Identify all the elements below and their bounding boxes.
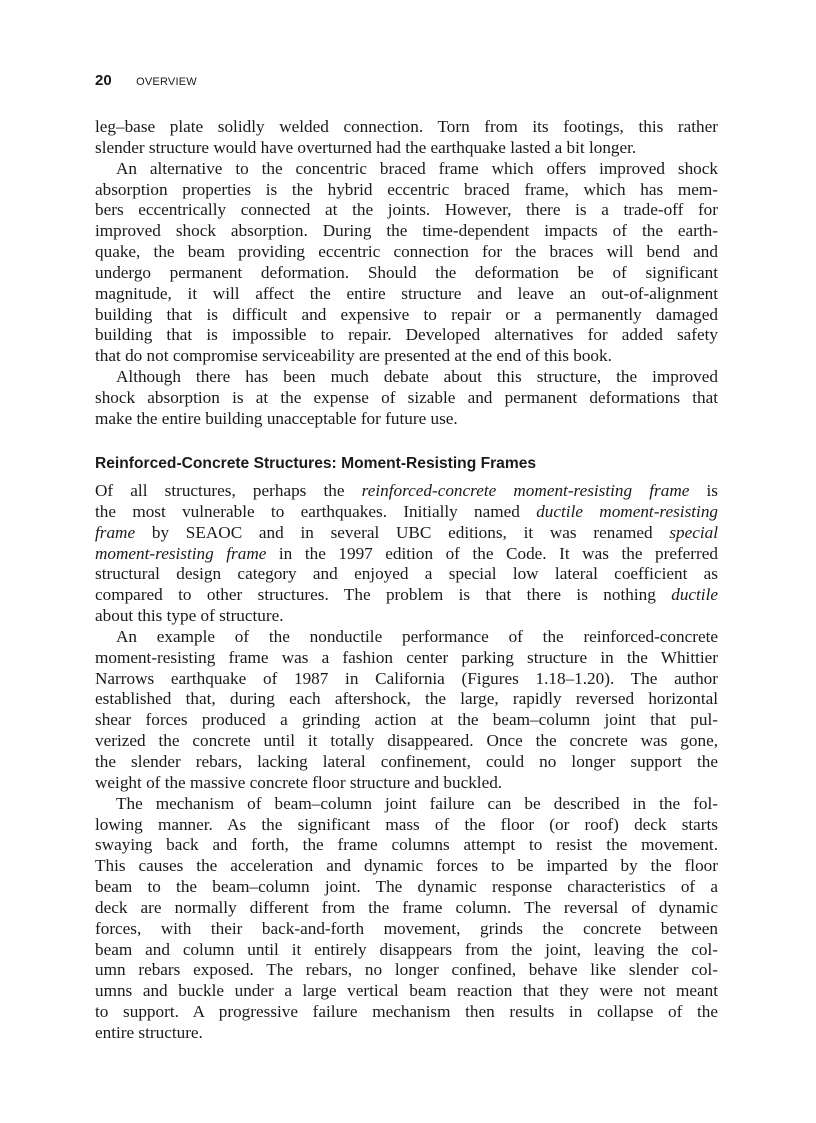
- text-line: [95, 367, 718, 388]
- text-span: magnitude, it will affect the entire structure and leave an out-of-alignment: [95, 283, 718, 303]
- text-span: the most vulnerable to earthquakes. Initially named: [95, 501, 537, 521]
- text-line: [95, 794, 718, 815]
- text-line: [95, 627, 718, 648]
- text-span: Although there has been much debate about this structure, the improved: [116, 367, 718, 387]
- text-line: [95, 1023, 718, 1044]
- text-span: shear forces produced a grinding action at the beam–column joint that pul-: [95, 710, 718, 730]
- text-span: in the 1997 edition of the Code. It was the preferred: [266, 543, 718, 563]
- text-line: [95, 221, 718, 242]
- text-span: undergo permanent deformation. Should the deformation be of significant: [95, 262, 718, 282]
- text-span: entire structure.: [95, 1022, 203, 1042]
- page-number: 20: [95, 72, 112, 89]
- text-span: beam and column until it entirely disappears from the joint, leaving the col-: [95, 939, 718, 959]
- text-span: forces, with their back-and-forth movement, grinds the concrete between: [95, 918, 718, 938]
- text-line: [95, 815, 718, 836]
- text-span: compared to other structures. The problem is that there is nothing: [95, 585, 672, 605]
- text-line: [95, 200, 718, 221]
- italic-term: reinforced-concrete moment-resisting frame: [361, 481, 690, 500]
- italic-term: special: [669, 522, 718, 542]
- text-span: the slender rebars, lacking lateral confinement, could no longer support the: [95, 751, 718, 771]
- text-span: lowing manner. As the significant mass of the floor (or roof) deck starts: [95, 814, 718, 834]
- text-line: [95, 284, 718, 305]
- text-span: by SEAOC and in several UBC editions, it was renamed: [135, 522, 670, 542]
- text-line: [95, 346, 718, 367]
- paragraph-block-1: [95, 117, 718, 430]
- text-span: swaying back and forth, the frame columns attempt to resist the movement.: [95, 835, 718, 855]
- text-line: [95, 877, 718, 898]
- text-span: umn rebars exposed. The rebars, no longer confined, behave like slender col-: [95, 960, 718, 980]
- text-line: [95, 773, 718, 794]
- running-head-section: OVERVIEW: [136, 76, 197, 88]
- text-span: bers eccentrically connected at the joints. However, there is a trade-off for: [95, 200, 718, 220]
- text-line: [95, 981, 718, 1002]
- text-span: established that, during each aftershock, the large, rapidly reversed horizontal: [95, 689, 718, 709]
- text-line: [95, 919, 718, 940]
- text-line: [95, 669, 718, 690]
- text-span: shock absorption is at the expense of sizable and permanent deformations that: [95, 387, 718, 407]
- text-span: make the entire building unacceptable for future use.: [95, 408, 458, 428]
- text-line: [95, 585, 718, 606]
- text-span: An example of the nonductile performance of the reinforced-concrete: [116, 626, 718, 646]
- text-line: [95, 940, 718, 961]
- text-line: [95, 835, 718, 856]
- text-span: Narrows earthquake of 1987 in California (Figures 1.18–1.20). The author: [95, 668, 718, 688]
- text-line: [95, 648, 718, 669]
- text-span: absorption properties is the hybrid eccentric braced frame, which has mem-: [95, 179, 718, 199]
- text-line: [95, 1002, 718, 1023]
- text-span: This causes the acceleration and dynamic forces to be imparted by the floor: [95, 856, 718, 876]
- text-span: moment-resisting frame was a fashion center parking structure in the Whittier: [95, 647, 718, 667]
- text-line: [95, 481, 718, 502]
- text-span: quake, the beam providing eccentric connection for the braces will bend and: [95, 242, 718, 262]
- text-line: [95, 856, 718, 877]
- text-span: about this type of structure.: [95, 606, 284, 626]
- text-line: [95, 325, 718, 346]
- text-line: [95, 523, 718, 544]
- text-span: beam to the beam–column joint. The dynamic response characteristics of a: [95, 877, 718, 897]
- text-span: Of all structures, perhaps the: [95, 481, 362, 500]
- paragraph-block-2: [95, 481, 718, 1044]
- section-heading: Reinforced-Concrete Structures: Moment-Resisting Frames: [95, 455, 537, 472]
- text-line: [95, 138, 718, 159]
- text-line: [95, 710, 718, 731]
- running-head: [95, 72, 197, 90]
- text-line: [95, 606, 718, 627]
- italic-term: moment-resisting frame: [95, 543, 267, 563]
- text-span: improved shock absorption. During the time-dependent impacts of the earth-: [95, 221, 718, 241]
- text-span: building that is difficult and expensive to repair or a permanently damaged: [95, 304, 718, 324]
- text-span: leg–base plate solidly welded connection. Torn from its footings, this rather: [95, 117, 718, 136]
- text-line: [95, 305, 718, 326]
- text-line: [95, 689, 718, 710]
- text-span: An alternative to the concentric braced frame which offers improved shock: [116, 158, 718, 178]
- italic-term: frame: [95, 522, 136, 542]
- text-line: [95, 409, 718, 430]
- text-span: verized the concrete until it totally disappeared. Once the concrete was gone,: [95, 731, 718, 751]
- text-span: structural design category and enjoyed a special low lateral coefficient as: [95, 564, 718, 584]
- text-line: [95, 564, 718, 585]
- italic-term: ductile: [671, 585, 718, 605]
- text-line: [95, 159, 718, 180]
- text-line: [95, 752, 718, 773]
- text-span: to support. A progressive failure mechanism then results in collapse of the: [95, 1002, 718, 1022]
- text-line: [95, 117, 718, 138]
- text-span: deck are normally different from the frame column. The reversal of dynamic: [95, 897, 718, 917]
- text-line: [95, 731, 718, 752]
- text-line: [95, 544, 718, 565]
- text-span: that do not compromise serviceability are presented at the end of this book.: [95, 346, 612, 366]
- text-span: umns and buckle under a large vertical beam reaction that they were not meant: [95, 981, 718, 1001]
- text-line: [95, 960, 718, 981]
- text-span: building that is impossible to repair. Developed alternatives for added safety: [95, 325, 718, 345]
- text-line: [95, 898, 718, 919]
- italic-term: ductile moment-resisting: [536, 501, 719, 521]
- text-line: [95, 242, 718, 263]
- text-line: [95, 180, 718, 201]
- text-line: [95, 388, 718, 409]
- text-span: weight of the massive concrete floor structure and buckled.: [95, 772, 503, 792]
- text-line: [95, 263, 718, 284]
- text-line: [95, 502, 718, 523]
- text-span: The mechanism of beam–column joint failure can be described in the fol-: [116, 793, 718, 813]
- text-span: is: [689, 481, 718, 500]
- text-span: slender structure would have overturned had the earthquake lasted a bit longer.: [95, 137, 637, 157]
